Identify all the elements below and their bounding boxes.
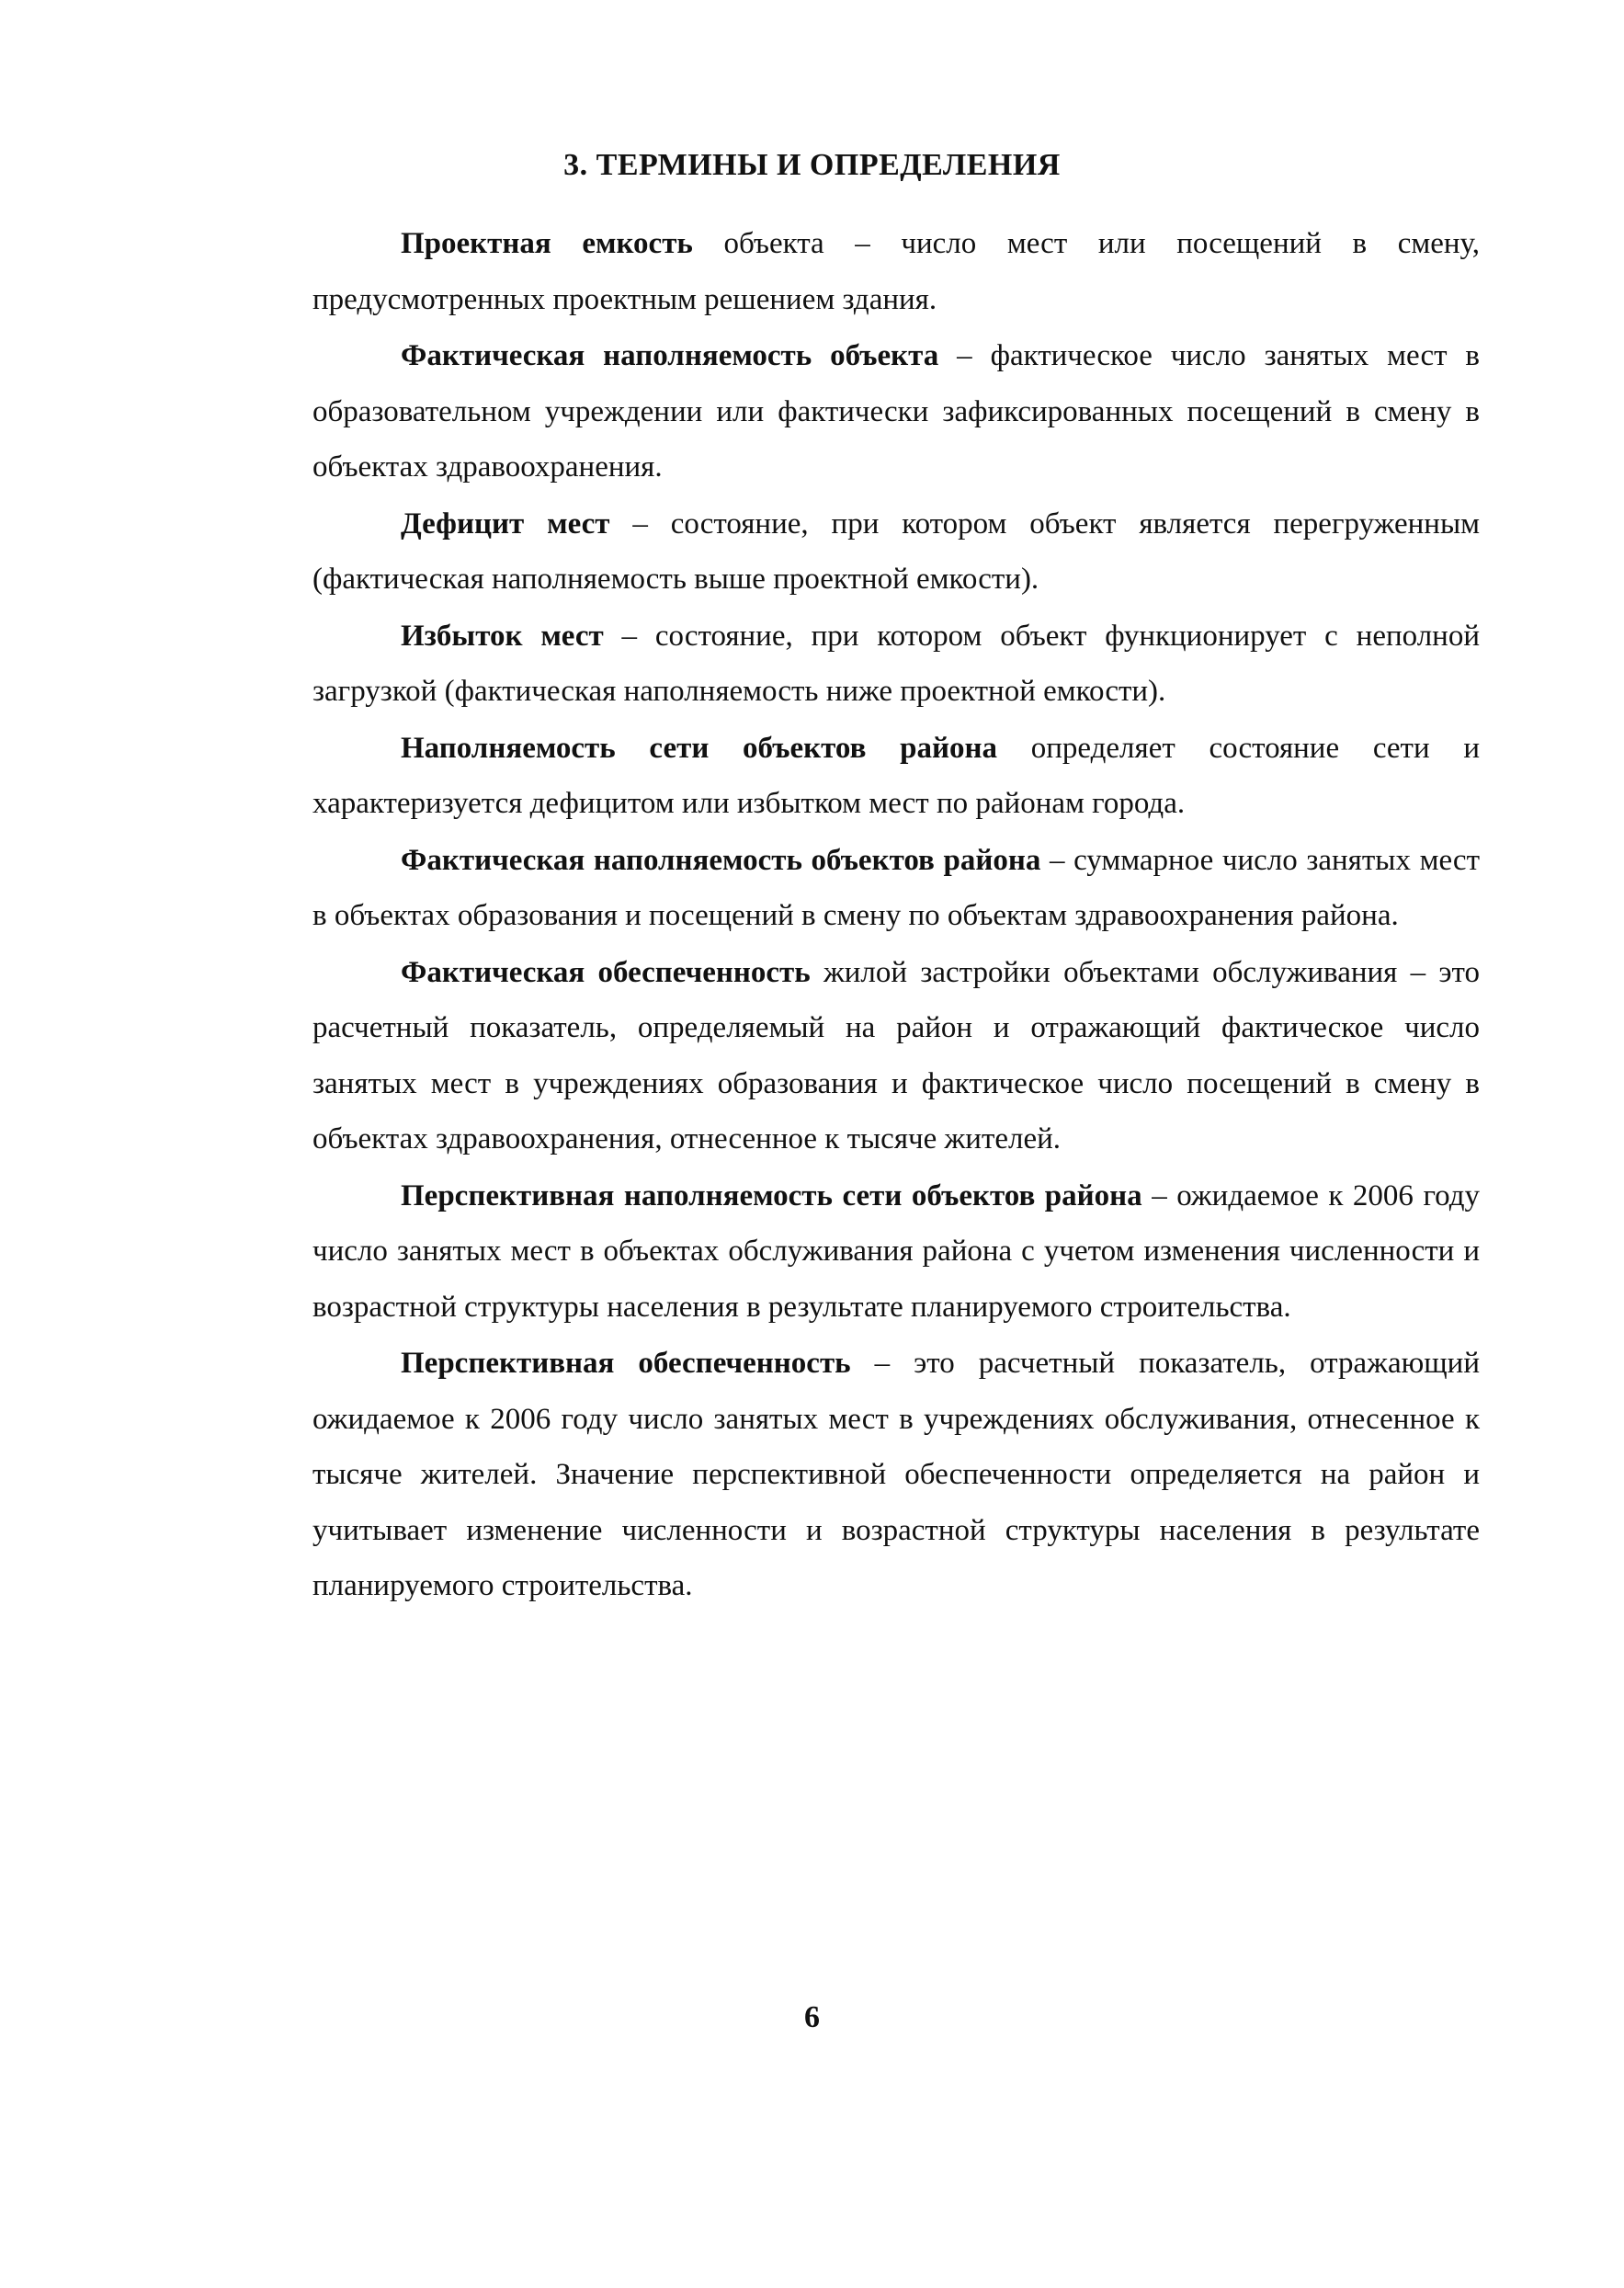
term-definition: определяет состояние сети и характеризуется дефицитом или избытком мест по районам города. — [312, 731, 1480, 820]
definition-paragraph — [312, 216, 1480, 327]
definition-paragraph — [312, 833, 1480, 944]
definition-paragraph — [312, 721, 1480, 832]
section-heading: 3. ТЕРМИНЫ И ОПРЕДЕЛЕНИЯ — [563, 148, 1061, 182]
term-definition: – состояние, при котором объект является перегруженным (фактическая наполняемость выше проектной емкости). — [312, 507, 1481, 596]
definition-paragraph — [312, 328, 1480, 495]
term-definition: – фактическое число занятых мест в образовательном учреждении или фактически зафиксированных посещений в смену в объектах здравоохранения. — [312, 339, 1480, 484]
term-definition: – суммарное число занятых мест в объектах образования и посещений в смену по объектам здравоохранения района. — [312, 843, 1480, 932]
definition-paragraph — [312, 1336, 1480, 1614]
page-number: 6 — [804, 2000, 820, 2034]
term-definition: – ожидаемое к 2006 году число занятых мест в объектах обслуживания района с учетом изменения численности и возрастной структуры населения в результате планируемого строительства. — [312, 1178, 1480, 1324]
definition-paragraph — [312, 609, 1480, 720]
term-name: Фактическая обеспеченность — [401, 955, 811, 989]
term-name: Фактическая наполняемость объекта — [401, 339, 939, 372]
term-definition: – состояние, при котором объект функционирует с неполной загрузкой (фактическая наполняемость ниже проектной емкости). — [312, 619, 1480, 708]
term-name: Проектная емкость — [401, 227, 693, 260]
term-definition: – это расчетный показатель, отражающий ожидаемое к 2006 году число занятых мест в учреждениях обслуживания, отнесенное к тысяче жителей. Значение перспективной обеспеченности определяется на район и учитывает изменение численности и возрастной структуры населения в результате планируемого строительства. — [312, 1347, 1480, 1602]
term-name: Дефицит мест — [401, 507, 610, 541]
term-definition: жилой застройки объектами обслуживания – это расчетный показатель, определяемый на район и отражающий фактическое число занятых мест в учреждениях образования и фактическое число посещений в смену в объектах здравоохранения, отнесенное к тысяче жителей. — [312, 955, 1481, 1155]
definitions-list — [312, 216, 1480, 1614]
definition-paragraph — [312, 945, 1480, 1167]
term-name: Перспективная обеспеченность — [401, 1347, 851, 1380]
term-name: Фактическая наполняемость объектов района — [401, 843, 1041, 877]
term-definition: объекта – число мест или посещений в смену, предусмотренных проектным решением здания. — [312, 227, 1480, 316]
term-name: Наполняемость сети объектов района — [401, 731, 998, 765]
definition-paragraph — [312, 496, 1480, 608]
term-name: Перспективная наполняемость сети объектов района — [401, 1178, 1142, 1212]
definition-paragraph — [312, 1168, 1480, 1336]
term-name: Избыток мест — [401, 619, 604, 653]
